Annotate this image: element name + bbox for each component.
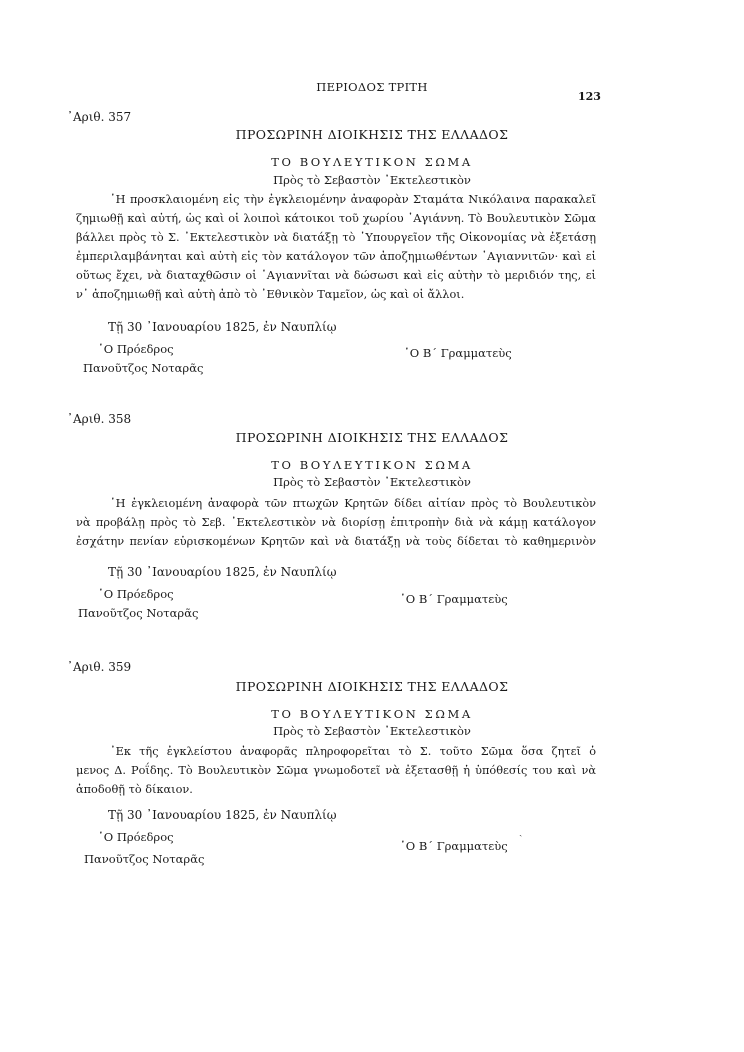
- paragraph-line: ἐσχάτην πενίαν εὑρισκομένων Κρητῶν καὶ νὰ διατάξῃ νὰ τοὺς δίδεται τὸ καθημερινὸν: [76, 535, 596, 548]
- entry-number: ᾿Αριθ. 358: [67, 412, 132, 426]
- secretary-label: ῾Ο Β΄ Γραμματεὺς: [404, 346, 512, 360]
- president-label: ῾Ο Πρόεδρος: [98, 830, 174, 844]
- government-title: ΠΡΟΣΩΡΙΝΗ ΔΙΟΙΚΗΣΙΣ ΤΗΣ ΕΛΛΑΔΟΣ: [235, 127, 509, 142]
- president-label: ῾Ο Πρόεδρος: [98, 342, 174, 356]
- addressee: Πρὸς τὸ Σεβαστὸν ᾿Εκτελεστικὸν: [273, 173, 471, 187]
- president-name: Πανοῦτζος Νοταρᾶς: [78, 606, 199, 620]
- government-title: ΠΡΟΣΩΡΙΝΗ ΔΙΟΙΚΗΣΙΣ ΤΗΣ ΕΛΛΑΔΟΣ: [235, 679, 509, 694]
- stray-ink-mark: ˏ: [519, 826, 523, 837]
- paragraph-line: οὕτως ἔχει, νὰ διαταχθῶσιν οἱ ῾Αγιαννῖται νὰ δώσωσι καὶ εἰς αὐτὴν τὸ μεριδιόν της, εἰ: [76, 269, 596, 282]
- body-title: ΤΟ ΒΟΥΛΕΥΤΙΚΟΝ ΣΩΜΑ: [271, 707, 473, 721]
- paragraph-line: ᾿Εκ τῆς ἐγκλείστου ἀναφορᾶς πληροφορεῖται τὸ Σ. τοῦτο Σῶμα ὅσα ζητεῖ ὁ: [110, 745, 596, 758]
- body-title: ΤΟ ΒΟΥΛΕΥΤΙΚΟΝ ΣΩΜΑ: [271, 155, 473, 169]
- paragraph-line: ἐμπεριλαμβάνηται καὶ αὐτὴ εἰς τὸν κατάλογον τῶν ἀποζημιωθέντων ῾Αγιαννιτῶν· καὶ εἰ: [76, 250, 596, 263]
- page-number: 123: [578, 90, 601, 103]
- entry-number: ᾿Αριθ. 359: [67, 660, 132, 674]
- entry-number: ᾿Αριθ. 357: [67, 110, 132, 124]
- paragraph-line: μενος Δ. Ροΐδης. Τὸ Βουλευτικὸν Σῶμα γνωμοδοτεῖ νὰ ἐξετασθῇ ἡ ὑπόθεσίς του καὶ νὰ: [76, 764, 596, 777]
- addressee: Πρὸς τὸ Σεβαστὸν ᾿Εκτελεστικὸν: [273, 724, 471, 738]
- date-line: Τῇ 30 ᾿Ιανουαρίου 1825, ἐν Ναυπλίῳ: [108, 565, 337, 579]
- addressee: Πρὸς τὸ Σεβαστὸν ᾿Εκτελεστικὸν: [273, 475, 471, 489]
- paragraph-line: ῾Η ἐγκλειομένη ἀναφορὰ τῶν πτωχῶν Κρητῶν δίδει αἰτίαν πρὸς τὸ Βουλευτικὸν: [110, 497, 596, 510]
- paragraph-line: ζημιωθῇ καὶ αὐτή, ὡς καὶ οἱ λοιποὶ κάτοικοι τοῦ χωρίου ῾Αγιάννη. Τὸ Βουλευτικὸν Σῶμα: [76, 212, 596, 225]
- paragraph-line: νὰ προβάλῃ πρὸς τὸ Σεβ. ᾿Εκτελεστικὸν νὰ διορίσῃ ἐπιτροπὴν διὰ νὰ κάμῃ κατάλογον: [76, 516, 596, 529]
- paragraph-line: ἀποδοθῇ τὸ δίκαιον.: [76, 783, 193, 796]
- body-title: ΤΟ ΒΟΥΛΕΥΤΙΚΟΝ ΣΩΜΑ: [271, 458, 473, 472]
- date-line: Τῇ 30 ᾿Ιανουαρίου 1825, ἐν Ναυπλίῳ: [108, 320, 337, 334]
- secretary-label: ῾Ο Β΄ Γραμματεὺς: [400, 839, 508, 853]
- entry-paragraph: [76, 742, 596, 799]
- running-header: ΠΕΡΙΟΔΟΣ ΤΡΙΤΗ: [316, 80, 428, 94]
- paragraph-line: ν᾿ ἀποζημιωθῇ καὶ αὐτὴ ἀπὸ τὸ ᾿Εθνικὸν Ταμεῖον, ὡς καὶ οἱ ἄλλοι.: [76, 288, 465, 301]
- president-name: Πανοῦτζος Νοταρᾶς: [84, 852, 205, 866]
- president-name: Πανοῦτζος Νοταρᾶς: [83, 361, 204, 375]
- paragraph-line: ῾Η προσκλαιομένη εἰς τὴν ἐγκλειομένην ἀναφορὰν Σταμάτα Νικόλαινα παρακαλεῖ: [110, 193, 596, 206]
- entry-paragraph: [76, 494, 596, 551]
- date-line: Τῇ 30 ᾿Ιανουαρίου 1825, ἐν Ναυπλίῳ: [108, 808, 337, 822]
- government-title: ΠΡΟΣΩΡΙΝΗ ΔΙΟΙΚΗΣΙΣ ΤΗΣ ΕΛΛΑΔΟΣ: [235, 430, 509, 445]
- secretary-label: ῾Ο Β΄ Γραμματεὺς: [400, 592, 508, 606]
- entry-paragraph: [76, 190, 596, 304]
- paragraph-line: βάλλει πρὸς τὸ Σ. ᾿Εκτελεστικὸν νὰ διατάξῃ τὸ ῾Υπουργεῖον τῆς Οἰκονομίας νὰ ἐξετάσῃ: [76, 231, 596, 244]
- president-label: ῾Ο Πρόεδρος: [98, 587, 174, 601]
